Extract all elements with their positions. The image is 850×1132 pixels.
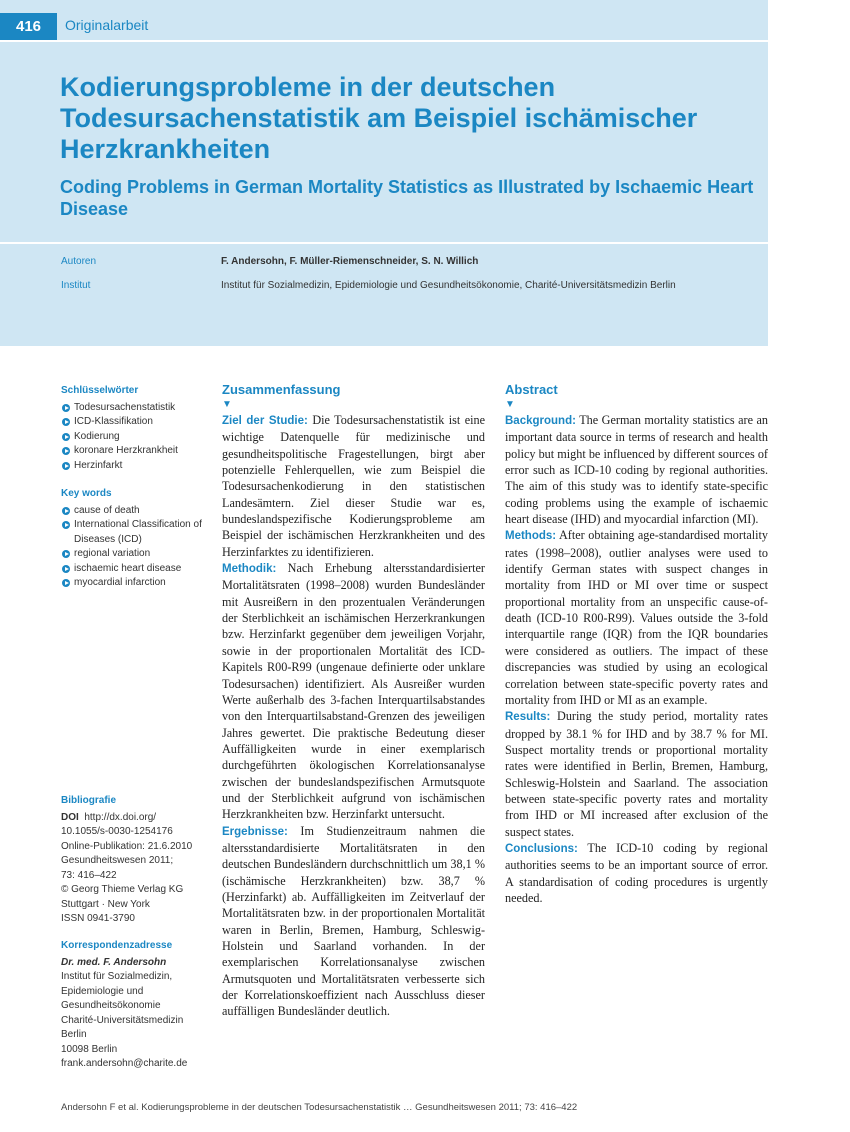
header-divider: [0, 242, 768, 244]
section-label: Methodik:: [222, 563, 277, 576]
abstract-section-methods: [505, 527, 768, 708]
zusammenfassung-column: [222, 381, 485, 1020]
keyword-item: ischaemic heart disease: [61, 562, 211, 577]
summary-section-methods: [222, 560, 485, 823]
title-english: Coding Problems in German Mortality Statistics as Illustrated by Ischaemic Heart Disease: [60, 177, 754, 219]
section-text: Im Studienzeitraum nahmen die altersstandardisierte Mortalitätsraten in den deutschen Bundesländern durchschnittlich um 38,1 % (ischämische Herzkrankheiten) bzw. 38,7 % (Herzinfarkt) ab. Auffälligkeiten im Zeitverlauf der Mortalitätsraten bzw. in der proportionalen Mortalität waren in Berlin, Bremen, Hamburg, Schleswig-Holstein und Saarland vorhanden. In der exemplarischen Korrelationsanalyse zwischen Armutsquoten und Mortalitätsraten verbesserte sich der Korrelationskoeffizient nach Ausschluss dieser auffälligen Bundesländer deutlich.: [222, 823, 485, 1019]
institute-label: Institut: [61, 280, 91, 291]
keywords-block: [61, 384, 211, 591]
bibliography-line: Online-Publikation: 21.6.2010: [61, 840, 193, 852]
doi-link[interactable]: http://dx.doi.org/: [84, 811, 157, 823]
triangle-marker-icon: ▼: [505, 399, 515, 410]
section-label: Ergebnisse:: [222, 825, 288, 838]
bibliography-block: [61, 794, 211, 927]
page-number: 416: [0, 13, 57, 40]
correspondence-line: Charité-Universitätsmedizin: [61, 1014, 184, 1026]
bibliography-heading: Bibliografie: [61, 795, 117, 806]
section-label: Ziel der Studie:: [222, 415, 308, 427]
keyword-item: Kodierung: [61, 430, 211, 445]
section-text: The German mortality statistics are an important data source in terms of research and health policy but might be influenced by different sources of error such as ICD-10 coding by regional authorities. The aim of this study was to identify state-specific coding problems using the example of ischaemic heart disease (IHD) and myocardial infarction (MI).: [505, 413, 768, 527]
section-label: Originalarbeit: [65, 17, 149, 33]
section-text: Nach Erhebung altersstandardisierter Mortalitätsraten (1998–2008) wurden Bundesländer mit Ausreißern in den prozentualen Veränderungen der Sterblichkeit an ischämischen Herzerkrankungen bzw. Herzinfarkt gegenüber dem jeweiligen Vorjahr, sowie in der proportionalen Mortalität des ICD-Kapitels R00-R99 (ungenaue definierte oder unklare Todesursachen) identifiziert. Als Ausreißer wurden Werte außerhalb des 3-fachen Interquartilsabstandes von den Interquartilsabstand-Grenzen des jeweiligen Jahres gewertet. Die praktische Bedeutung dieser Auffälligkeiten wurde in einer exemplarisch durchgeführten ökologischen Korrelationsanalyse zwischen der bundeslandspezifischen Armutsquote und der Sterblichkeit aufgrund von ischämischen Herzkrankheiten bzw. Herzinfarkt untersucht.: [222, 561, 485, 822]
section-text: After obtaining age-standardised mortality rates (1998–2008), outlier analyses were used to identify German states with suspect changes in mortality from IHD or MI over time or suspect proportional mortality from an unspecific cause-of-death (ICD-10 R00-R99). Values outside the 3-fold interquartile range (IQR) from the IQR boundaries were considered as outliers. The impact of these discrepancies was studied by using an ecological correlation between state-specific poverty rates and mortality from IHD or MI as an example.: [505, 528, 768, 707]
correspondence-block: [61, 939, 211, 1072]
keyword-item: cause of death: [61, 504, 211, 519]
correspondence-name: Dr. med. F. Andersohn: [61, 956, 167, 968]
section-text: During the study period, mortality rates dropped by 38.1 % for IHD and by 38.7 % for MI. Suspect mortality trends or proportional mortality rates were identified in Berlin, Bremen, Hamburg, Schleswig-Holstein and Saarland. The association between state-specific poverty rates and mortality from IHD or MI increased after exclusion of the suspect states.: [505, 709, 768, 839]
section-label: Results:: [505, 711, 551, 724]
bibliography-line: ISSN 0941-3790: [61, 913, 135, 924]
keyword-item: koronare Herzkrankheit: [61, 444, 211, 459]
triangle-marker-icon: ▼: [222, 399, 232, 410]
section-text: Die Todesursachenstatistik ist eine wichtige Datenquelle für medizinische und gesundheitspolitische Fragestellungen, birgt aber potenzielle Fehlerquellen, wie zum Beispiel die Todesursachenkodierung in den statistischen Landesämtern. Ziel dieser Studie war es, bundeslandspezifische Kodierungsprobleme am Beispiel der ischämischen Herzkrankheiten und des Herzinfarktes zu identifizieren.: [222, 413, 485, 559]
section-label: Background:: [505, 415, 576, 427]
bibliography-line: 73: 416–422: [61, 869, 117, 881]
correspondence-line: Epidemiologie und: [61, 985, 144, 997]
section-text: The ICD-10 coding by regional authorities seems to be an important source of error. A standardisation of coding procedures is urgently needed.: [505, 840, 768, 905]
zusammenfassung-heading: Zusammenfassung: [222, 382, 341, 397]
authors-label: Autoren: [61, 256, 97, 267]
footer-citation: Andersohn F et al. Kodierungsprobleme in der deutschen Todesursachenstatistik … Gesundheitswesen 2011; 73: 416–422: [61, 1102, 578, 1113]
correspondence-line: Berlin: [61, 1029, 87, 1040]
section-label: Methods:: [505, 530, 557, 543]
keywords-en-heading: Key words: [61, 488, 112, 499]
keyword-item: regional variation: [61, 547, 211, 562]
abstract-section-results: [505, 708, 768, 840]
institute: Institut für Sozialmedizin, Epidemiologie und Gesundheitsökonomie, Charité-Universitätsmedizin Berlin: [221, 280, 676, 291]
abstract-section-background: [505, 412, 768, 527]
keyword-item: ICD-Klassifikation: [61, 415, 211, 430]
correspondence-line: Institut für Sozialmedizin,: [61, 971, 173, 982]
abstract-column: [505, 381, 768, 906]
correspondence-line: Gesundheitsökonomie: [61, 1000, 161, 1011]
abstract-heading: Abstract: [505, 382, 558, 397]
abstract-section-conclusions: [505, 840, 768, 906]
summary-section-results: [222, 823, 485, 1020]
keywords-de-list: [61, 401, 211, 474]
doi-line: [61, 811, 211, 826]
bibliography-line: Stuttgart · New York: [61, 898, 150, 910]
keyword-item: International Classification of Diseases (ICD): [61, 518, 211, 547]
bibliography-line: Gesundheitswesen 2011;: [61, 855, 174, 866]
bibliography-line: 10.1055/s-0030-1254176: [61, 826, 173, 837]
keyword-item: Herzinfarkt: [61, 459, 211, 474]
keywords-en-list: [61, 504, 211, 591]
correspondence-line: 10098 Berlin: [61, 1043, 118, 1055]
keyword-item: Todesursachenstatistik: [61, 401, 211, 416]
correspondence-heading: Korrespondenzadresse: [61, 940, 173, 951]
header-band: [0, 0, 768, 346]
title-german: Kodierungsprobleme in der deutschen Todesursachenstatistik am Beispiel ischämischer Herzkrankheiten: [60, 72, 698, 164]
section-label: Conclusions:: [505, 842, 578, 855]
keyword-item: myocardial infarction: [61, 576, 211, 591]
bibliography-line: © Georg Thieme Verlag KG: [61, 884, 184, 895]
email-link[interactable]: frank.andersohn@charite.de: [61, 1058, 188, 1069]
authors: F. Andersohn, F. Müller-Riemenschneider, S. N. Willich: [221, 256, 479, 267]
doi-label: DOI: [61, 811, 79, 823]
header-divider: [0, 40, 768, 42]
keywords-de-heading: Schlüsselwörter: [61, 385, 139, 396]
summary-section-aim: [222, 412, 485, 560]
